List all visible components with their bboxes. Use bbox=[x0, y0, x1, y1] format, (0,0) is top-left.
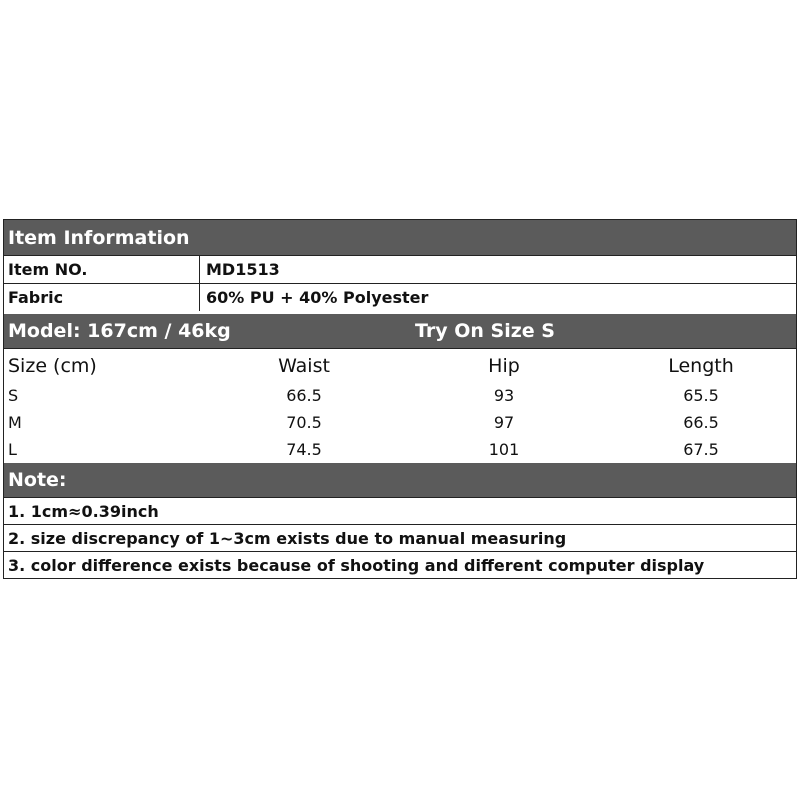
fabric-row bbox=[4, 283, 796, 311]
table-row bbox=[4, 382, 796, 409]
size-table-header bbox=[4, 351, 796, 381]
fabric-value: 60% PU + 40% Polyester bbox=[206, 288, 429, 307]
note-item: 2. size discrepancy of 1~3cm exists due to manual measuring bbox=[4, 524, 796, 551]
waist-cell: 74.5 bbox=[286, 440, 322, 459]
length-cell: 66.5 bbox=[683, 413, 719, 432]
note-item: 3. color difference exists because of shooting and different computer display bbox=[4, 551, 796, 578]
model-measurements: Model: 167cm / 46kg bbox=[8, 320, 231, 342]
waist-cell: 70.5 bbox=[286, 413, 322, 432]
hip-cell: 101 bbox=[488, 440, 520, 459]
note-item: 1. 1cm≈0.39inch bbox=[4, 497, 796, 524]
size-cell: M bbox=[8, 413, 22, 432]
column-header-waist: Waist bbox=[278, 355, 330, 377]
note-title: Note: bbox=[8, 469, 67, 491]
hip-cell: 93 bbox=[493, 386, 515, 405]
column-header-hip: Hip bbox=[488, 355, 520, 377]
model-info-header bbox=[4, 314, 796, 348]
try-on-size: Try On Size S bbox=[415, 320, 555, 342]
table-row bbox=[4, 409, 796, 436]
size-chart-sheet bbox=[3, 219, 797, 579]
fabric-label: Fabric bbox=[4, 284, 200, 311]
note-header bbox=[4, 463, 796, 497]
length-cell: 67.5 bbox=[683, 440, 719, 459]
size-cell: L bbox=[8, 440, 17, 459]
item-information-title: Item Information bbox=[8, 226, 190, 249]
length-cell: 65.5 bbox=[683, 386, 719, 405]
hip-cell: 97 bbox=[493, 413, 515, 432]
size-table bbox=[4, 348, 796, 463]
item-number-row bbox=[4, 255, 796, 283]
table-row bbox=[4, 436, 796, 463]
item-information-header bbox=[4, 220, 796, 255]
column-header-size: Size (cm) bbox=[8, 355, 97, 377]
waist-cell: 66.5 bbox=[286, 386, 322, 405]
item-number-label: Item NO. bbox=[4, 256, 200, 283]
size-cell: S bbox=[8, 386, 19, 405]
column-header-length: Length bbox=[668, 355, 734, 377]
item-number-value: MD1513 bbox=[206, 260, 280, 279]
